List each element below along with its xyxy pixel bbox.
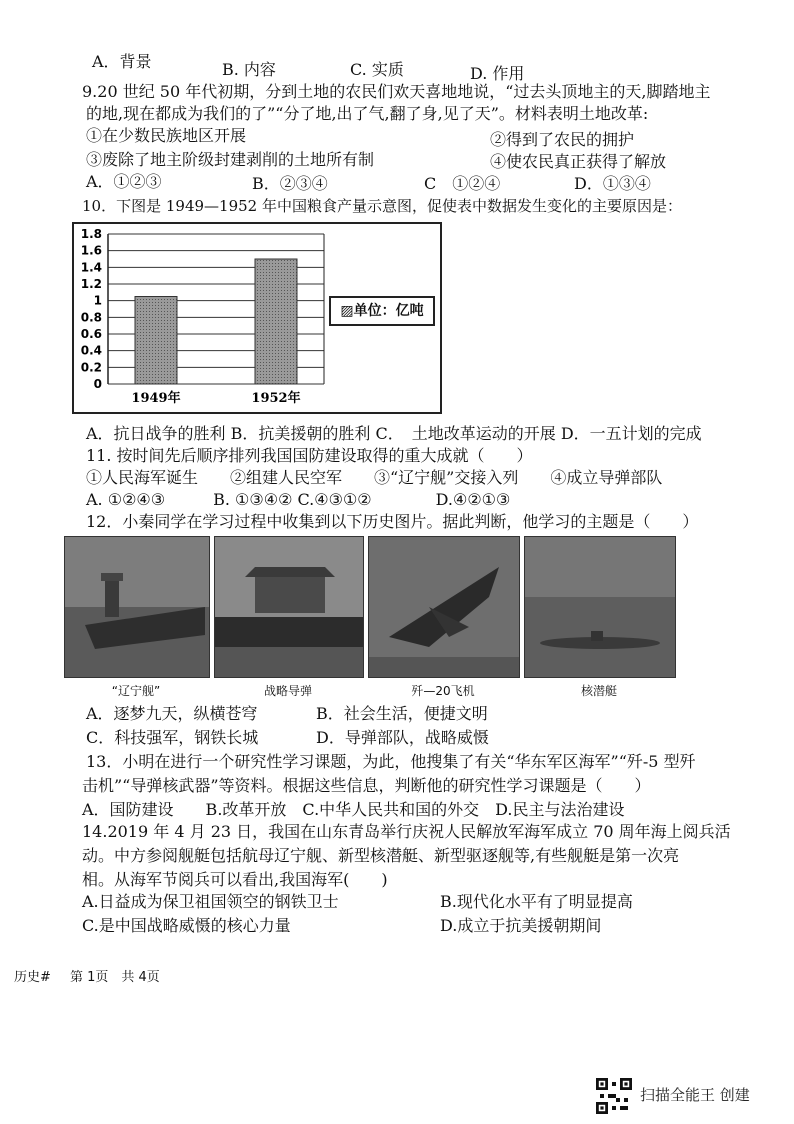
photo-nuclear-submarine bbox=[524, 536, 676, 678]
q9-item-1: ①在少数民族地区开展 bbox=[86, 126, 247, 145]
y-tick-label: 1 bbox=[93, 293, 102, 308]
y-tick-label: 0.2 bbox=[80, 360, 102, 375]
q10-options: A．抗日战争的胜利 B．抗美援朝的胜利 C． 土地改革运动的开展 D．一五计划的完成 bbox=[86, 424, 702, 443]
q9-stem-line-2: 的地,现在都成为我们的了”“分了地,出了气,翻了身,见了天”。材料表明土地改革: bbox=[86, 104, 649, 123]
q13-stem-line-2: 击机”“导弹核武器”等资料。根据这些信息，判断他的研究性学习课题是（ ） bbox=[82, 776, 651, 795]
y-tick-label: 1.8 bbox=[80, 227, 102, 241]
q14-option-a: A.日益成为保卫祖国领空的钢铁卫士 bbox=[82, 892, 339, 911]
y-tick-label: 1.4 bbox=[80, 260, 102, 275]
caption-liaoning: “辽宁舰” bbox=[111, 684, 161, 698]
photo-liaoning-carrier bbox=[64, 536, 210, 678]
q12-option-a: A．逐梦九天，纵横苍穹 bbox=[86, 704, 258, 723]
caption-submarine: 核潜艇 bbox=[580, 684, 617, 698]
q9-option-b: B．②③④ bbox=[252, 174, 328, 193]
q13-options: A．国防建设 B.改革开放 C.中华人民共和国的外交 D.民主与法治建设 bbox=[82, 800, 625, 819]
q11-stem: 11. 按时间先后顺序排列我国国防建设取得的重大成就（ ） bbox=[86, 446, 533, 465]
q13-stem-line-1: 13．小明在进行一个研究性学习课题，为此，他搜集了有关“华东军区海军”“歼-5 型歼 bbox=[86, 752, 696, 771]
q9-item-3: ③废除了地主阶级封建剥削的土地所有制 bbox=[86, 150, 375, 169]
photo-j20-aircraft bbox=[368, 536, 520, 678]
qr-code-icon bbox=[596, 1078, 632, 1114]
caption-j20: 歼—20飞机 bbox=[411, 684, 475, 698]
q12-option-c: C．科技强军，钢铁长城 bbox=[86, 728, 259, 747]
q10-stem: 10．下图是 1949—1952 年中国粮食产量示意图，促使表中数据发生变化的主要原因是： bbox=[82, 197, 682, 215]
q12-option-d: D．导弹部队，战略威慑 bbox=[316, 728, 489, 747]
q9-option-a: A．①②③ bbox=[86, 172, 162, 191]
q14-option-c: C.是中国战略威慑的核心力量 bbox=[82, 916, 291, 935]
scanner-watermark: 扫描全能王 创建 bbox=[640, 1086, 750, 1104]
q9-item-2: ②得到了农民的拥护 bbox=[490, 130, 635, 149]
q14-option-d: D.成立于抗美援朝期间 bbox=[440, 916, 602, 935]
chart-legend: ▨单位：亿吨 bbox=[329, 296, 435, 326]
caption-missile: 战略导弹 bbox=[263, 684, 312, 698]
x-tick-label: 1952年 bbox=[251, 391, 301, 406]
q11-options: A. ①②④③ B. ①③④② C.④③①② D.④②①③ bbox=[86, 490, 511, 509]
q8-option-d: D. 作用 bbox=[470, 64, 525, 83]
footer-page-number: 第 1页 共 4页 bbox=[70, 970, 160, 985]
q14-stem-line-2: 动。中方参阅舰艇包括航母辽宁舰、新型核潜艇、新型驱逐舰等,有些舰艇是第一次亮 bbox=[82, 846, 680, 865]
y-tick-label: 0.6 bbox=[80, 327, 102, 341]
photo-strategic-missile bbox=[214, 536, 364, 678]
y-tick-label: 1.2 bbox=[80, 277, 102, 291]
y-tick-label: 0.4 bbox=[80, 343, 102, 358]
q14-stem-line-3: 相。从海军节阅兵可以看出,我国海军( ) bbox=[82, 870, 388, 889]
q14-option-b: B.现代化水平有了明显提高 bbox=[440, 892, 633, 911]
x-tick-label: 1949年 bbox=[131, 391, 181, 406]
bar bbox=[255, 259, 297, 384]
q14-stem-line-1: 14.2019 年 4 月 23 日，我国在山东青岛举行庆祝人民解放军海军成立 70 周年海上阅兵活 bbox=[82, 822, 731, 841]
bar bbox=[135, 297, 177, 385]
q8-option-a: A．背景 bbox=[92, 52, 152, 71]
y-tick-label: 1.6 bbox=[80, 243, 102, 258]
y-tick-label: 0.8 bbox=[80, 310, 102, 325]
q9-item-4: ④使农民真正获得了解放 bbox=[490, 152, 667, 171]
q12-option-b: B．社会生活，便捷文明 bbox=[316, 704, 488, 723]
q11-items: ①人民海军诞生 ②组建人民空军 ③“辽宁舰”交接入列 ④成立导弹部队 bbox=[86, 468, 663, 487]
q9-stem-line-1: 9.20 世纪 50 年代初期，分到土地的农民们欢天喜地地说，“过去头顶地主的天,脚踏地主 bbox=[82, 82, 711, 101]
q8-option-b: B. 内容 bbox=[222, 60, 276, 79]
y-tick-label: 0 bbox=[93, 377, 102, 391]
q12-stem: 12．小秦同学在学习过程中收集到以下历史图片。据此判断，他学习的主题是（ ） bbox=[86, 512, 699, 531]
q9-option-d: D．①③④ bbox=[574, 174, 651, 193]
footer-subject: 历史# bbox=[14, 970, 51, 985]
q9-option-c: C ①②④ bbox=[424, 174, 501, 193]
q8-option-c: C. 实质 bbox=[350, 60, 404, 79]
